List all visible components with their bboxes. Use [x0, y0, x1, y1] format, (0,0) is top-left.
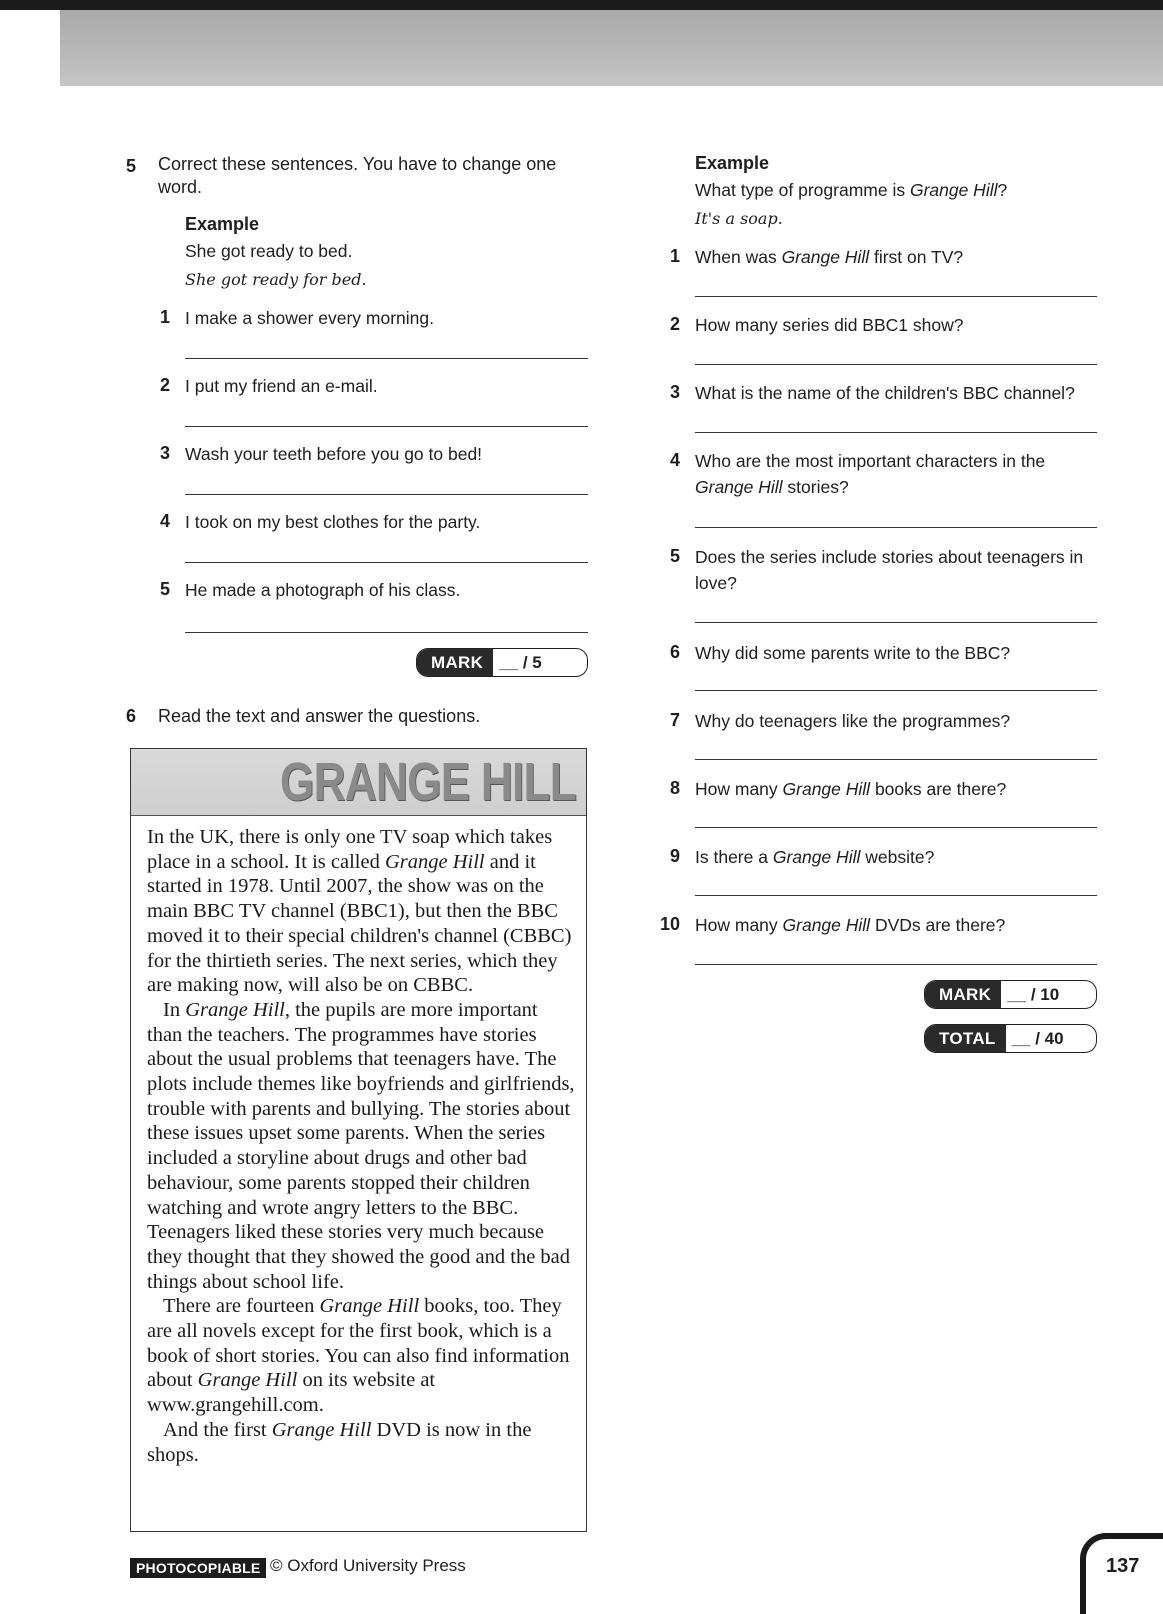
question-text-part: Why do teenagers like the programmes?	[695, 711, 1011, 731]
total-mark-box	[924, 1024, 1097, 1053]
passage-text: DVD is now in the shops.	[147, 1418, 532, 1466]
question-number: 3	[669, 382, 680, 402]
answer-line[interactable]	[695, 964, 1097, 965]
question-number: 6	[669, 642, 680, 662]
exercise-5-number: 5	[126, 156, 137, 176]
question-italic: Grange Hill	[909, 180, 998, 200]
answer-line[interactable]	[185, 632, 588, 633]
answer-line[interactable]	[185, 562, 588, 563]
question-number: 7	[669, 710, 680, 730]
reading-passage-box	[130, 748, 587, 1532]
answer-line[interactable]	[185, 358, 588, 359]
passage-title: GRANGE HILL	[279, 752, 576, 812]
passage-paragraph-1	[147, 825, 575, 998]
question-text: ?	[997, 180, 1008, 200]
question-text-part: Does the series include stories about teenagers in love?	[695, 547, 1084, 593]
passage-paragraph-2	[147, 998, 575, 1294]
question-italic: Grange Hill	[695, 477, 783, 497]
question-number: 9	[669, 846, 680, 866]
answer-line[interactable]	[695, 759, 1097, 760]
exercise-5-example-heading: Example	[185, 214, 260, 234]
question-number: 8	[669, 778, 680, 798]
exercise-5-item-text: Wash your teeth before you go to bed!	[185, 444, 483, 464]
answer-line[interactable]	[695, 527, 1097, 528]
exercise-6-example-answer: It's a soap.	[695, 209, 783, 228]
question-italic: Grange Hill	[782, 779, 871, 799]
question-number: 5	[669, 546, 680, 566]
mark-score: __ / 5	[499, 652, 542, 672]
question-text-part: When was	[695, 247, 782, 267]
question-text-part: website?	[860, 847, 935, 867]
exercise-6-example-question	[695, 177, 1007, 203]
question-text	[695, 844, 1095, 870]
answer-line[interactable]	[695, 296, 1097, 297]
question-number: 4	[669, 450, 680, 470]
question-text-part: How many series did BBC1 show?	[695, 315, 964, 335]
publisher-credit: © Oxford University Press	[270, 1556, 466, 1575]
question-text-part: DVDs are there?	[870, 915, 1006, 935]
passage-text: , the pupils are more important than the teachers. The programmes have stories about the usual problems that teenagers have. The plots include themes like boyfriends and girlfriends, trouble with parents and bullying. The stories about these issues upset some parents. When the series included a storyline about drugs and other bad behaviour, some parents stopped their children watching and wrote angry letters to the BBC. Teenagers liked these stories very much because they thought that they showed the good and the bad things about school life.	[147, 998, 575, 1293]
question-text	[695, 776, 1095, 802]
page-number: 137	[1106, 1555, 1140, 1577]
passage-text: In the UK, there is only one TV soap which takes place in a school. It is called	[147, 826, 553, 873]
passage-text: And the first	[163, 1418, 272, 1441]
passage-body	[147, 825, 575, 1467]
exercise-5-item-number: 1	[159, 307, 170, 327]
passage-italic: Grange Hill	[384, 850, 485, 873]
total-score: __ / 40	[1011, 1028, 1064, 1048]
question-text-part: books are there?	[870, 779, 1007, 799]
question-number: 10	[659, 914, 680, 934]
question-text-part: How many	[695, 915, 783, 935]
passage-text: There are fourteen	[163, 1295, 320, 1318]
question-text-part: Why did some parents write to the BBC?	[695, 643, 1011, 663]
exercise-5-mark-box	[416, 648, 588, 677]
exercise-5-item-number: 3	[159, 443, 170, 463]
question-text	[695, 380, 1095, 406]
mark-label: MARK	[417, 649, 493, 676]
question-italic: Grange Hill	[782, 915, 871, 935]
exercise-6-number: 6	[126, 706, 137, 726]
answer-line[interactable]	[695, 432, 1097, 433]
exercise-5-item-text: I make a shower every morning.	[185, 308, 434, 328]
question-text	[695, 448, 1095, 500]
top-edge-bar	[0, 0, 1163, 10]
passage-text: and it started in 1978. Until 2007, the show was on the main BBC TV channel (BBC1), but then the BBC moved it to their special children's channel (CBBC) for the thirtieth series. The next series, which they are making now, will also be on CBBC.	[147, 850, 572, 997]
question-number: 1	[669, 246, 680, 266]
passage-italic: Grange Hill	[185, 998, 285, 1021]
passage-title-band	[131, 749, 586, 816]
exercise-5-item-text: He made a photograph of his class.	[185, 580, 461, 600]
mark-score: __ / 10	[1007, 984, 1060, 1004]
answer-line[interactable]	[695, 895, 1097, 896]
answer-line[interactable]	[185, 426, 588, 427]
exercise-5-example-answer: She got ready for bed.	[185, 270, 367, 289]
answer-line[interactable]	[695, 690, 1097, 691]
passage-italic: Grange Hill	[319, 1295, 420, 1318]
exercise-6-instruction: Read the text and answer the questions.	[158, 706, 481, 726]
question-number: 2	[669, 314, 680, 334]
answer-line[interactable]	[695, 827, 1097, 828]
question-text	[695, 312, 1095, 338]
question-text-part: Is there a	[695, 847, 773, 867]
photocopiable-badge: PHOTOCOPIABLE	[130, 1558, 266, 1578]
passage-italic: Grange Hill	[271, 1418, 372, 1441]
question-italic: Grange Hill	[772, 847, 861, 867]
exercise-5-example-sentence: She got ready to bed.	[185, 241, 353, 261]
exercise-6-example-heading: Example	[695, 153, 770, 173]
question-text-part: stories?	[782, 477, 849, 497]
question-text-part: How many	[695, 779, 783, 799]
mark-label: MARK	[925, 981, 1001, 1008]
header-band	[60, 10, 1163, 86]
exercise-5-item-number: 2	[159, 375, 170, 395]
exercise-5-instruction: Correct these sentences. You have to change one word.	[158, 154, 557, 197]
exercise-6-mark-box	[924, 980, 1097, 1009]
answer-line[interactable]	[185, 494, 588, 495]
question-text	[695, 544, 1095, 596]
exercise-5-item-number: 5	[159, 579, 170, 599]
question-text	[695, 640, 1095, 666]
exercise-5-item-number: 4	[159, 511, 170, 531]
question-text-part: first on TV?	[869, 247, 964, 267]
question-text	[695, 708, 1095, 734]
passage-text: books, too. They are all novels except for the first book, which is a book of short stories. You can also find information about	[147, 1295, 570, 1392]
passage-paragraph-3	[147, 1294, 575, 1418]
passage-text: on its website at www.grangehill.com.	[147, 1369, 436, 1417]
question-text	[695, 912, 1095, 938]
exercise-5-item-text: I took on my best clothes for the party.	[185, 512, 481, 532]
exercise-5-item-text: I put my friend an e-mail.	[185, 376, 378, 396]
question-italic: Grange Hill	[781, 247, 870, 267]
question-text: What type of programme is	[695, 180, 910, 200]
total-label: TOTAL	[925, 1025, 1006, 1052]
passage-paragraph-4	[147, 1418, 575, 1467]
passage-italic: Grange Hill	[197, 1369, 298, 1392]
question-text-part: Who are the most important characters in the	[695, 451, 1046, 471]
passage-text: In	[163, 998, 186, 1021]
answer-line[interactable]	[695, 622, 1097, 623]
answer-line[interactable]	[695, 364, 1097, 365]
question-text-part: What is the name of the children's BBC channel?	[695, 383, 1075, 403]
question-text	[695, 244, 1095, 270]
